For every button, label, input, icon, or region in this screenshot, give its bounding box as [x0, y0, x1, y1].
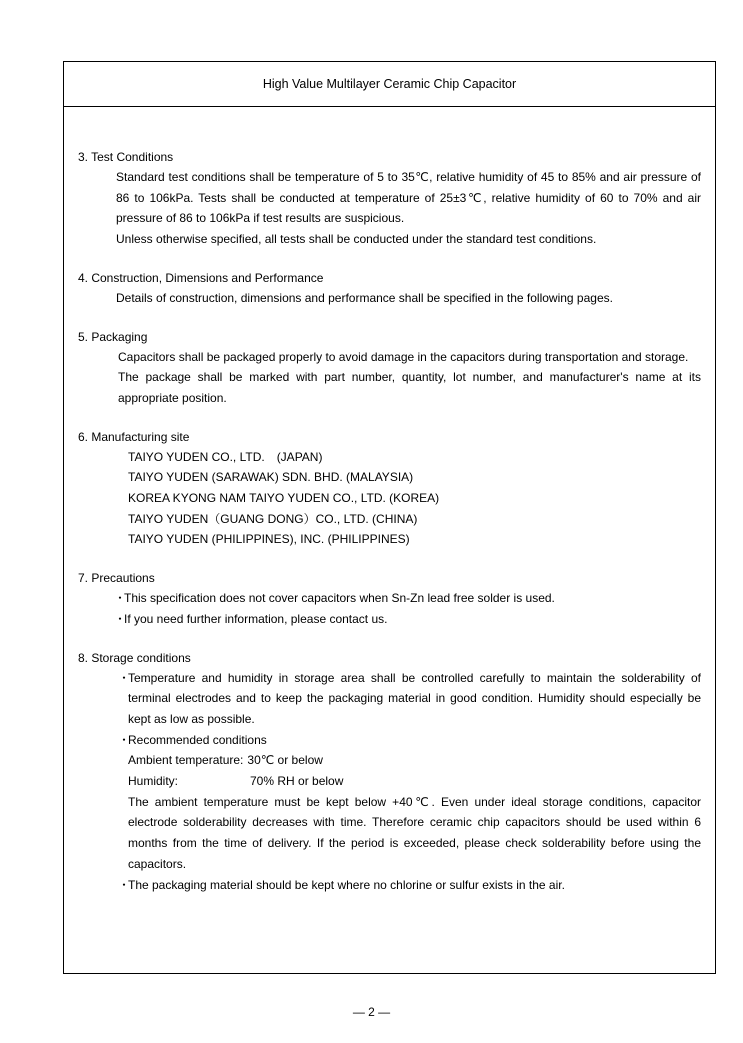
list-item-text: The packaging material should be kept where no chlorine or sulfur exists in the air.	[128, 877, 565, 892]
ambient-value: 30℃ or below	[247, 753, 323, 768]
site-item: KOREA KYONG NAM TAIYO YUDEN CO., LTD. (KOREA)	[128, 491, 440, 506]
site-item: TAIYO YUDEN CO., LTD. (JAPAN)	[128, 449, 323, 464]
section-storage-conditions	[78, 648, 701, 896]
bullet-icon: ・	[118, 877, 131, 892]
document-header	[64, 62, 715, 107]
paragraph: Standard test conditions shall be temperature of 5 to 35℃, relative humidity of 45 to 85% and air pressure of 86 to 106kPa. Tests shall be conducted at temperature of 25±3℃, relative humidity of 60 to 70% and air pressure of 86 to 106kPa if test results are suspicious.	[116, 170, 701, 226]
site-item: TAIYO YUDEN（GUANG DONG）CO., LTD. (CHINA)	[128, 511, 418, 526]
section-title: 8. Storage conditions	[78, 650, 191, 665]
document-body	[78, 147, 701, 913]
precaution-list	[78, 588, 701, 629]
list-item-text: Recommended conditions	[128, 732, 267, 747]
section-title: 7. Precautions	[78, 571, 155, 586]
bullet-icon: ・	[118, 732, 131, 747]
list-item-text: Temperature and humidity in storage area shall be controlled carefully to maintain the solderability of terminal electrodes and to keep the packaging material in good condition. Humidity should especially be kept as low as possible.	[128, 670, 701, 726]
ambient-label: Ambient temperature:	[128, 753, 244, 768]
bullet-icon: ・	[118, 670, 131, 685]
site-list	[78, 447, 701, 551]
site-item: TAIYO YUDEN (SARAWAK) SDN. BHD. (MALAYSIA)	[128, 470, 414, 485]
bullet-icon: ・	[114, 611, 127, 626]
ambient-temperature-row	[78, 750, 701, 771]
section-manufacturing-site	[78, 427, 701, 551]
section-title: 3. Test Conditions	[78, 150, 174, 164]
bullet-icon: ・	[114, 591, 127, 606]
section-precautions	[78, 568, 701, 629]
list-item-text: If you need further information, please contact us.	[124, 611, 388, 626]
section-title: 5. Packaging	[78, 329, 148, 344]
list-item	[114, 609, 701, 630]
site-item: TAIYO YUDEN (PHILIPPINES), INC. (PHILIPPINES)	[128, 532, 410, 547]
page-number: — 2 —	[352, 1005, 391, 1019]
humidity-row	[78, 771, 701, 792]
humidity-value: 70% RH or below	[250, 774, 344, 789]
humidity-label: Humidity:	[128, 774, 179, 789]
list-item	[114, 588, 701, 609]
paragraph: The ambient temperature must be kept below +40℃. Even under ideal storage conditions, capacitor electrode solderability decreases with time. Therefore ceramic chip capacitors should be used within 6 months from the time of delivery. If the period is exceeded, please check solderability before using the capacitors.	[128, 794, 701, 871]
list-item	[118, 730, 701, 751]
paragraph: Capacitors shall be packaged properly to avoid damage in the capacitors during transportation and storage.	[118, 349, 689, 364]
section-packaging	[78, 327, 701, 409]
section-title: 4. Construction, Dimensions and Performance	[78, 270, 324, 285]
section-test-conditions	[78, 147, 701, 250]
document-title: High Value Multilayer Ceramic Chip Capacitor	[262, 77, 517, 91]
paragraph: Details of construction, dimensions and performance shall be specified in the following pages.	[116, 290, 613, 305]
storage-list-end	[78, 875, 701, 896]
paragraph: Unless otherwise specified, all tests shall be conducted under the standard test conditions.	[116, 232, 597, 247]
storage-list	[78, 668, 701, 751]
list-item-text: This specification does not cover capacitors when Sn-Zn lead free solder is used.	[124, 591, 555, 606]
section-title: 6. Manufacturing site	[78, 429, 190, 444]
paragraph: The package shall be marked with part number, quantity, lot number, and manufacturer's name at its appropriate position.	[118, 370, 701, 405]
document-frame	[63, 61, 716, 974]
section-construction	[78, 268, 701, 309]
list-item	[118, 668, 701, 730]
list-item	[118, 875, 701, 896]
